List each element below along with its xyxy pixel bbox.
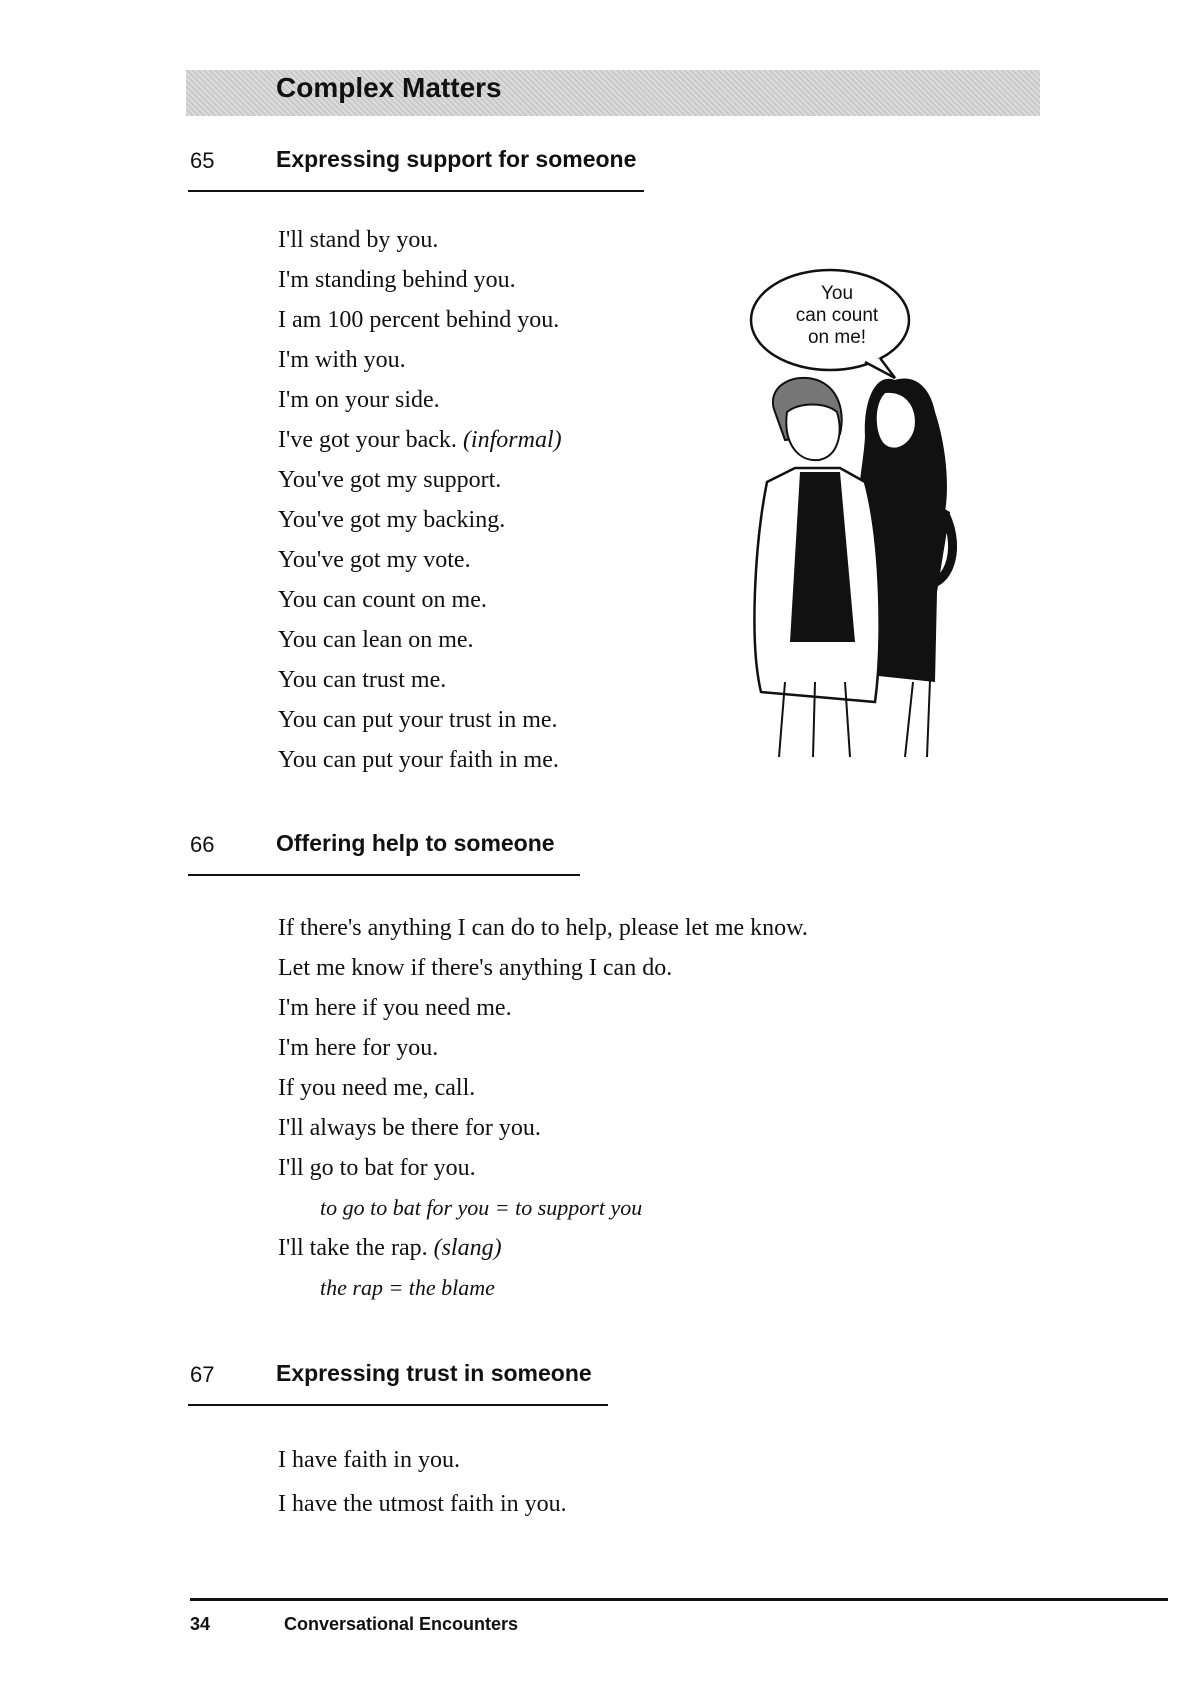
phrase: [278, 420, 562, 460]
phrase: You've got my backing.: [278, 507, 506, 533]
section-67-title: Expressing trust in someone: [276, 1360, 592, 1386]
phrase: If there's anything I can do to help, please let me know.: [278, 915, 808, 941]
phrase: You can count on me.: [278, 587, 487, 613]
section-66-phrase-list: [278, 908, 808, 1308]
section-65-rule: [188, 190, 644, 192]
book-title: Conversational Encounters: [284, 1614, 519, 1634]
footer-rule: [190, 1598, 1168, 1601]
phrase: I have faith in you.: [278, 1447, 460, 1473]
man-face: [786, 405, 839, 461]
phrase: If you need me, call.: [278, 1075, 476, 1101]
section-66-rule: [188, 874, 580, 876]
phrase: I'll always be there for you.: [278, 1115, 541, 1141]
chapter-title: Complex Matters: [276, 72, 502, 103]
speech-bubble-tail: [865, 358, 895, 378]
register-tag-informal: (informal): [462, 427, 562, 453]
phrase: I'm on your side.: [278, 387, 440, 413]
section-66-title: Offering help to someone: [276, 830, 555, 856]
woman-legs: [905, 680, 930, 757]
phrase: You've got my support.: [278, 467, 502, 493]
phrase-text: I'll take the rap.: [278, 1235, 428, 1261]
section-67-rule: [188, 1404, 608, 1406]
phrase: You can lean on me.: [278, 627, 474, 653]
speech-line: You: [820, 283, 854, 304]
phrase-text: I've got your back.: [278, 427, 457, 453]
speech-bubble-text: [772, 283, 902, 349]
phrase: I'll go to bat for you.: [278, 1155, 476, 1181]
definition-note: to go to bat for you = to support you: [320, 1195, 643, 1220]
section-65-number: 65: [190, 148, 215, 173]
phrase: You can trust me.: [278, 667, 447, 693]
phrase: You can put your faith in me.: [278, 747, 559, 773]
phrase: Let me know if there's anything I can do.: [278, 955, 673, 981]
section-65-title: Expressing support for someone: [276, 146, 637, 172]
section-66-number: 66: [190, 832, 215, 857]
phrase: I am 100 percent behind you.: [278, 307, 560, 333]
phrase: [278, 1228, 808, 1268]
phrase: I'm here for you.: [278, 1035, 439, 1061]
phrase: I'll stand by you.: [278, 227, 439, 253]
section-67-phrase-list: [278, 1438, 567, 1526]
phrase: You can put your trust in me.: [278, 707, 558, 733]
section-67-number: 67: [190, 1362, 215, 1387]
register-tag-slang: (slang): [433, 1235, 502, 1261]
phrase: I'm with you.: [278, 347, 406, 373]
speech-line: on me!: [807, 327, 867, 348]
definition-note: the rap = the blame: [320, 1275, 495, 1300]
phrase: I'm standing behind you.: [278, 267, 516, 293]
phrase: I'm here if you need me.: [278, 995, 512, 1021]
page-number: 34: [190, 1614, 211, 1634]
phrase: I have the utmost faith in you.: [278, 1491, 567, 1517]
section-65-phrase-list: [278, 220, 562, 780]
speech-line: can count: [795, 305, 879, 326]
phrase: You've got my vote.: [278, 547, 471, 573]
